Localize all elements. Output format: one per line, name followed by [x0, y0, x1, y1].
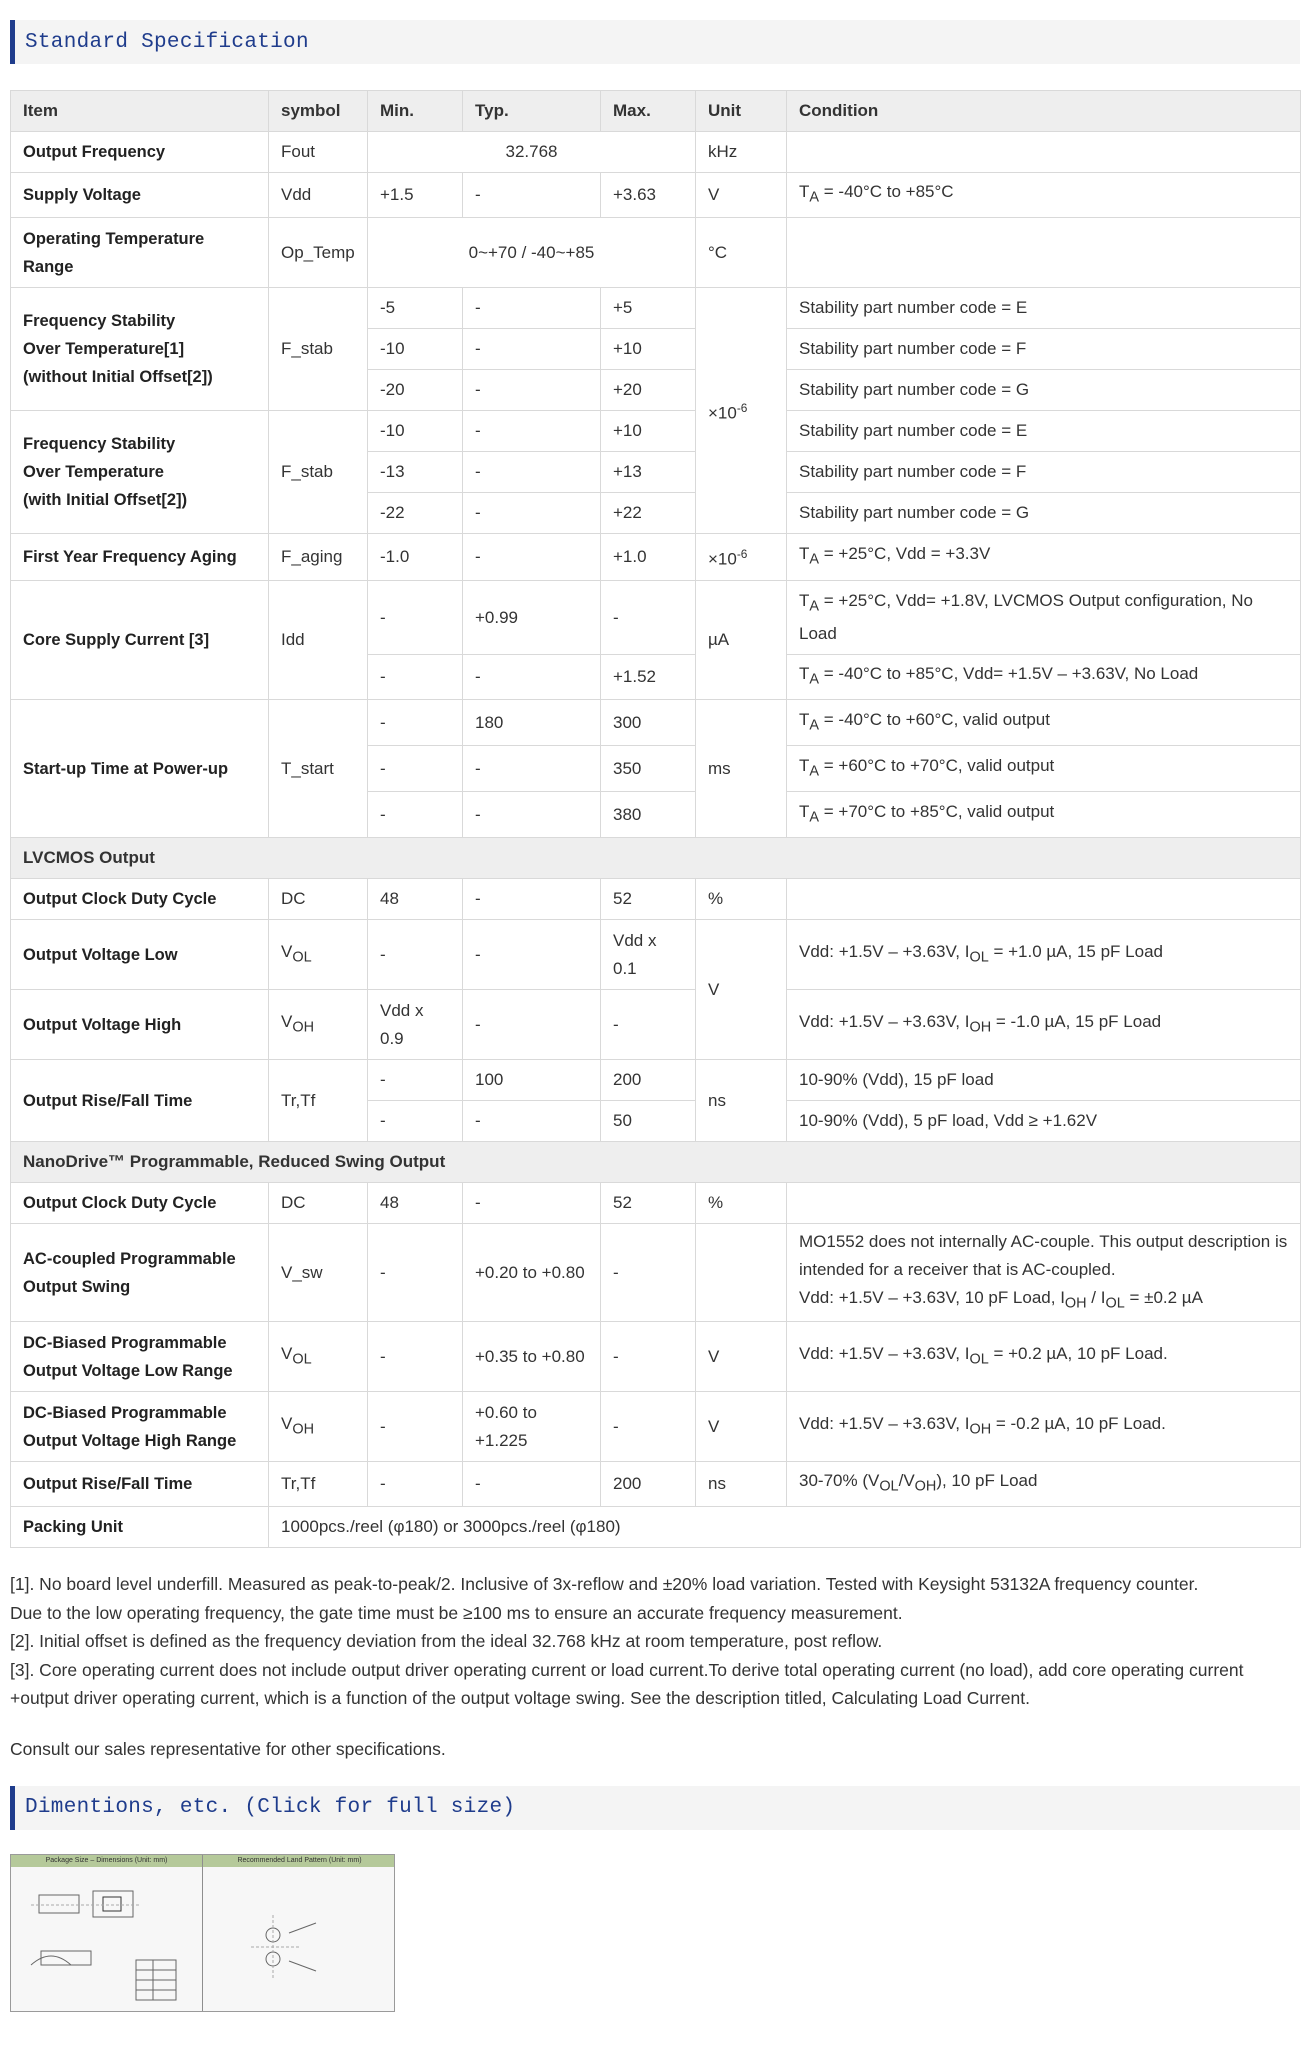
min-cell: 48	[368, 879, 463, 920]
condition-cell: 10-90% (Vdd), 15 pF load	[787, 1060, 1301, 1101]
condition-cell: $T_A = -40^\circ C$ to +85°C, Vdd= +1.5V – +3.63V, No Load	[787, 655, 1301, 700]
min-cell: -5	[368, 288, 463, 329]
symbol-cell: Tr,Tf	[269, 1060, 368, 1142]
typ-cell: -	[463, 534, 601, 581]
typ-cell: -	[463, 792, 601, 838]
symbol-cell: $V_{OH}$	[269, 990, 368, 1060]
typ-cell: -	[463, 920, 601, 990]
typ-cell: +0.35 to +0.80	[463, 1322, 601, 1392]
typ-cell: 0~+70 / -40~+85	[368, 218, 696, 288]
unit-cell: kHz	[696, 132, 787, 173]
condition-cell: Stability part number code = F	[787, 329, 1301, 370]
packing-value: 1000pcs./reel (φ180) or 3000pcs./reel (φ180)	[269, 1507, 1301, 1548]
group-header-row	[11, 1142, 1301, 1183]
min-cell: -	[368, 1322, 463, 1392]
item-cell: First Year Frequency Aging	[11, 534, 269, 581]
table-row	[11, 700, 1301, 746]
item-cell: Supply Voltage	[11, 173, 269, 218]
min-cell: +1.5	[368, 173, 463, 218]
footnote: [2]. Initial offset is defined as the frequency deviation from the ideal 32.768 kHz at room temperature, post reflow.	[10, 1631, 883, 1651]
max-cell: 380	[601, 792, 696, 838]
section-header-dimensions	[10, 1786, 1300, 1830]
unit-cell	[696, 1224, 787, 1322]
min-cell: -22	[368, 493, 463, 534]
section-title: Dimentions, etc. (Click for full size)	[25, 1796, 516, 1819]
unit-cell: V	[696, 173, 787, 218]
min-cell: -20	[368, 370, 463, 411]
group-title: LVCMOS Output	[11, 838, 1301, 879]
min-cell: -	[368, 1060, 463, 1101]
table-row	[11, 1183, 1301, 1224]
max-cell: 300	[601, 700, 696, 746]
condition-cell: $T_A = +25^\circ C$, Vdd = +3.3V	[787, 534, 1301, 581]
condition-cell: 10-90% (Vdd), 5 pF load, Vdd ≥ +1.62V	[787, 1101, 1301, 1142]
unit-cell: ms	[696, 700, 787, 838]
typ-cell: -	[463, 452, 601, 493]
condition-cell: Stability part number code = E	[787, 288, 1301, 329]
table-row	[11, 132, 1301, 173]
condition-cell	[787, 879, 1301, 920]
table-row	[11, 218, 1301, 288]
item-cell: Frequency Stability Over Temperature (with Initial Offset[2])	[11, 411, 269, 534]
section-header-spec	[10, 20, 1300, 64]
typ-cell: -	[463, 990, 601, 1060]
typ-cell: -	[463, 288, 601, 329]
max-cell: -	[601, 990, 696, 1060]
min-cell: Vdd x 0.9	[368, 990, 463, 1060]
table-row	[11, 534, 1301, 581]
thumb-right-title: Recommended Land Pattern (Unit: mm)	[203, 1855, 395, 1867]
max-cell: +10	[601, 411, 696, 452]
condition-cell: $T_A = +60^\circ C$ to +70°C, valid output	[787, 746, 1301, 792]
max-cell: -	[601, 1322, 696, 1392]
max-cell: +1.0	[601, 534, 696, 581]
condition-cell: Stability part number code = F	[787, 452, 1301, 493]
item-cell: DC-Biased Programmable Output Voltage Low Range	[11, 1322, 269, 1392]
col-header-item: Item	[11, 91, 269, 132]
item-cell: Start-up Time at Power-up	[11, 700, 269, 838]
typ-cell: -	[463, 655, 601, 700]
max-cell: +20	[601, 370, 696, 411]
unit-cell: ns	[696, 1060, 787, 1142]
item-cell: Output Voltage Low	[11, 920, 269, 990]
item-cell: Output Clock Duty Cycle	[11, 879, 269, 920]
table-row	[11, 920, 1301, 990]
item-cell: Output Rise/Fall Time	[11, 1462, 269, 1507]
max-cell: +10	[601, 329, 696, 370]
symbol-cell: V_sw	[269, 1224, 368, 1322]
table-row	[11, 411, 1301, 452]
min-cell: -	[368, 792, 463, 838]
symbol-cell: Idd	[269, 581, 368, 700]
max-cell: 52	[601, 879, 696, 920]
condition-cell: MO1552 does not internally AC-couple. This output description is intended for a receiver that is AC-coupled. Vdd: +1.5V – +3.63V, 10 pF Load, $I_{OH} / I_{OL} = \pm 0.2$ µA	[787, 1224, 1301, 1322]
table-row	[11, 1060, 1301, 1101]
max-cell: +5	[601, 288, 696, 329]
unit-cell: V	[696, 920, 787, 1060]
table-row	[11, 1224, 1301, 1322]
col-header-typ: Typ.	[463, 91, 601, 132]
item-cell: DC-Biased Programmable Output Voltage High Range	[11, 1392, 269, 1462]
max-cell: -	[601, 1392, 696, 1462]
min-cell: -	[368, 920, 463, 990]
typ-cell: +0.60 to +1.225	[463, 1392, 601, 1462]
dimensions-thumbnail-link[interactable]	[10, 1854, 395, 2012]
symbol-cell: $V_{OL}$	[269, 920, 368, 990]
max-cell: +1.52	[601, 655, 696, 700]
typ-cell: -	[463, 879, 601, 920]
item-cell: Frequency Stability Over Temperature[1] (without Initial Offset[2])	[11, 288, 269, 411]
item-cell: Packing Unit	[11, 1507, 269, 1548]
typ-cell: 32.768	[368, 132, 696, 173]
symbol-cell: T_start	[269, 700, 368, 838]
unit-cell: V	[696, 1392, 787, 1462]
typ-cell: +0.99	[463, 581, 601, 655]
min-cell: 48	[368, 1183, 463, 1224]
col-header-min: Min.	[368, 91, 463, 132]
condition-cell: Vdd: +1.5V – +3.63V, $I_{OL} = +1.0$ µA, 15 pF Load	[787, 920, 1301, 990]
min-cell: -	[368, 655, 463, 700]
condition-cell: Vdd: +1.5V – +3.63V, $I_{OH} = -1.0$ µA, 15 pF Load	[787, 990, 1301, 1060]
condition-cell: Stability part number code = E	[787, 411, 1301, 452]
max-cell: +22	[601, 493, 696, 534]
thumb-left-title: Package Size – Dimensions (Unit: mm)	[11, 1855, 202, 1867]
condition-cell: $T_A = +70^\circ C$ to +85°C, valid output	[787, 792, 1301, 838]
symbol-cell: $V_{OL}$	[269, 1322, 368, 1392]
item-cell: Core Supply Current [3]	[11, 581, 269, 700]
spec-table	[10, 90, 1301, 1548]
max-cell: -	[601, 581, 696, 655]
symbol-cell: F_aging	[269, 534, 368, 581]
condition-cell: $T_A = -40^\circ C$ to +60°C, valid output	[787, 700, 1301, 746]
condition-cell: $T_A = -40^\circ C$ to +85°C	[787, 173, 1301, 218]
typ-cell: -	[463, 1462, 601, 1507]
symbol-cell: Vdd	[269, 173, 368, 218]
unit-cell: V	[696, 1322, 787, 1392]
col-header-condition: Condition	[787, 91, 1301, 132]
table-row	[11, 1462, 1301, 1507]
section-title: Standard Specification	[25, 30, 309, 54]
table-header-row	[11, 91, 1301, 132]
min-cell: -10	[368, 411, 463, 452]
unit-cell: %	[696, 1183, 787, 1224]
min-cell: -	[368, 1101, 463, 1142]
typ-cell: -	[463, 370, 601, 411]
unit-cell: $\times 10^{-6}$	[696, 288, 787, 534]
item-cell: Operating Temperature Range	[11, 218, 269, 288]
max-cell: 200	[601, 1060, 696, 1101]
min-cell: -	[368, 746, 463, 792]
max-cell: 350	[601, 746, 696, 792]
footnote: Due to the low operating frequency, the gate time must be ≥100 ms to ensure an accurate frequency measurement.	[10, 1602, 903, 1623]
table-row	[11, 288, 1301, 329]
symbol-cell: Op_Temp	[269, 218, 368, 288]
min-cell: -	[368, 581, 463, 655]
typ-cell: -	[463, 1183, 601, 1224]
item-cell: Output Voltage High	[11, 990, 269, 1060]
symbol-cell: Tr,Tf	[269, 1462, 368, 1507]
max-cell: 50	[601, 1101, 696, 1142]
max-cell: 200	[601, 1462, 696, 1507]
condition-cell: 30-70% $(V_{OL}/V_{OH})$, 10 pF Load	[787, 1462, 1301, 1507]
unit-cell: °C	[696, 218, 787, 288]
max-cell: Vdd x 0.1	[601, 920, 696, 990]
table-row	[11, 879, 1301, 920]
typ-cell: 100	[463, 1060, 601, 1101]
typ-cell: 180	[463, 700, 601, 746]
unit-cell: %	[696, 879, 787, 920]
condition-cell	[787, 132, 1301, 173]
unit-cell: $\times 10^{-6}$	[696, 534, 787, 581]
col-header-max: Max.	[601, 91, 696, 132]
max-cell: 52	[601, 1183, 696, 1224]
min-cell: -1.0	[368, 534, 463, 581]
max-cell: +13	[601, 452, 696, 493]
footnote: [3]. Core operating current does not include output driver operating current or load current.To derive total operating current (no load), add core operating current +output driver operating current, which is a function of the output voltage swing. See the description titled, Calculating Load Current.	[10, 1659, 1244, 1708]
min-cell: -	[368, 1462, 463, 1507]
table-row	[11, 581, 1301, 655]
min-cell: -	[368, 700, 463, 746]
symbol-cell: F_stab	[269, 288, 368, 411]
item-cell: Output Rise/Fall Time	[11, 1060, 269, 1142]
item-cell: Output Clock Duty Cycle	[11, 1183, 269, 1224]
condition-cell	[787, 1183, 1301, 1224]
consult-text: Consult our sales representative for other specifications.	[10, 1738, 446, 1759]
dimension-drawing-icon	[11, 1855, 394, 2011]
group-title: NanoDrive™ Programmable, Reduced Swing Output	[11, 1142, 1301, 1183]
symbol-cell: DC	[269, 1183, 368, 1224]
table-row	[11, 1507, 1301, 1548]
unit-cell: ns	[696, 1462, 787, 1507]
condition-cell: $T_A = +25^\circ C$, Vdd= +1.8V, LVCMOS Output configuration, No Load	[787, 581, 1301, 655]
symbol-cell: F_stab	[269, 411, 368, 534]
min-cell: -10	[368, 329, 463, 370]
unit-cell: µA	[696, 581, 787, 700]
col-header-unit: Unit	[696, 91, 787, 132]
condition-cell: Stability part number code = G	[787, 370, 1301, 411]
condition-cell: Vdd: +1.5V – +3.63V, $I_{OH} = -0.2$ µA, 10 pF Load.	[787, 1392, 1301, 1462]
typ-cell: -	[463, 1101, 601, 1142]
condition-cell: Stability part number code = G	[787, 493, 1301, 534]
table-row	[11, 1322, 1301, 1392]
symbol-cell: Fout	[269, 132, 368, 173]
typ-cell: -	[463, 173, 601, 218]
max-cell: +3.63	[601, 173, 696, 218]
item-cell: AC-coupled Programmable Output Swing	[11, 1224, 269, 1322]
min-cell: -	[368, 1392, 463, 1462]
typ-cell: -	[463, 746, 601, 792]
symbol-cell: $V_{OH}$	[269, 1392, 368, 1462]
table-row	[11, 990, 1301, 1060]
typ-cell: +0.20 to +0.80	[463, 1224, 601, 1322]
condition-cell: Vdd: +1.5V – +3.63V, $I_{OL} = +0.2$ µA, 10 pF Load.	[787, 1322, 1301, 1392]
footnotes	[10, 1570, 1300, 1713]
typ-cell: -	[463, 493, 601, 534]
col-header-symbol: symbol	[269, 91, 368, 132]
typ-cell: -	[463, 411, 601, 452]
condition-cell	[787, 218, 1301, 288]
min-cell: -13	[368, 452, 463, 493]
table-row	[11, 1392, 1301, 1462]
table-row	[11, 173, 1301, 218]
symbol-cell: DC	[269, 879, 368, 920]
footnote: [1]. No board level underfill. Measured as peak-to-peak/2. Inclusive of 3x-reflow and ±20% load variation. Tested with Keysight 53132A frequency counter.	[10, 1574, 1199, 1594]
typ-cell: -	[463, 329, 601, 370]
max-cell: -	[601, 1224, 696, 1322]
min-cell: -	[368, 1224, 463, 1322]
item-cell: Output Frequency	[11, 132, 269, 173]
group-header-row	[11, 838, 1301, 879]
